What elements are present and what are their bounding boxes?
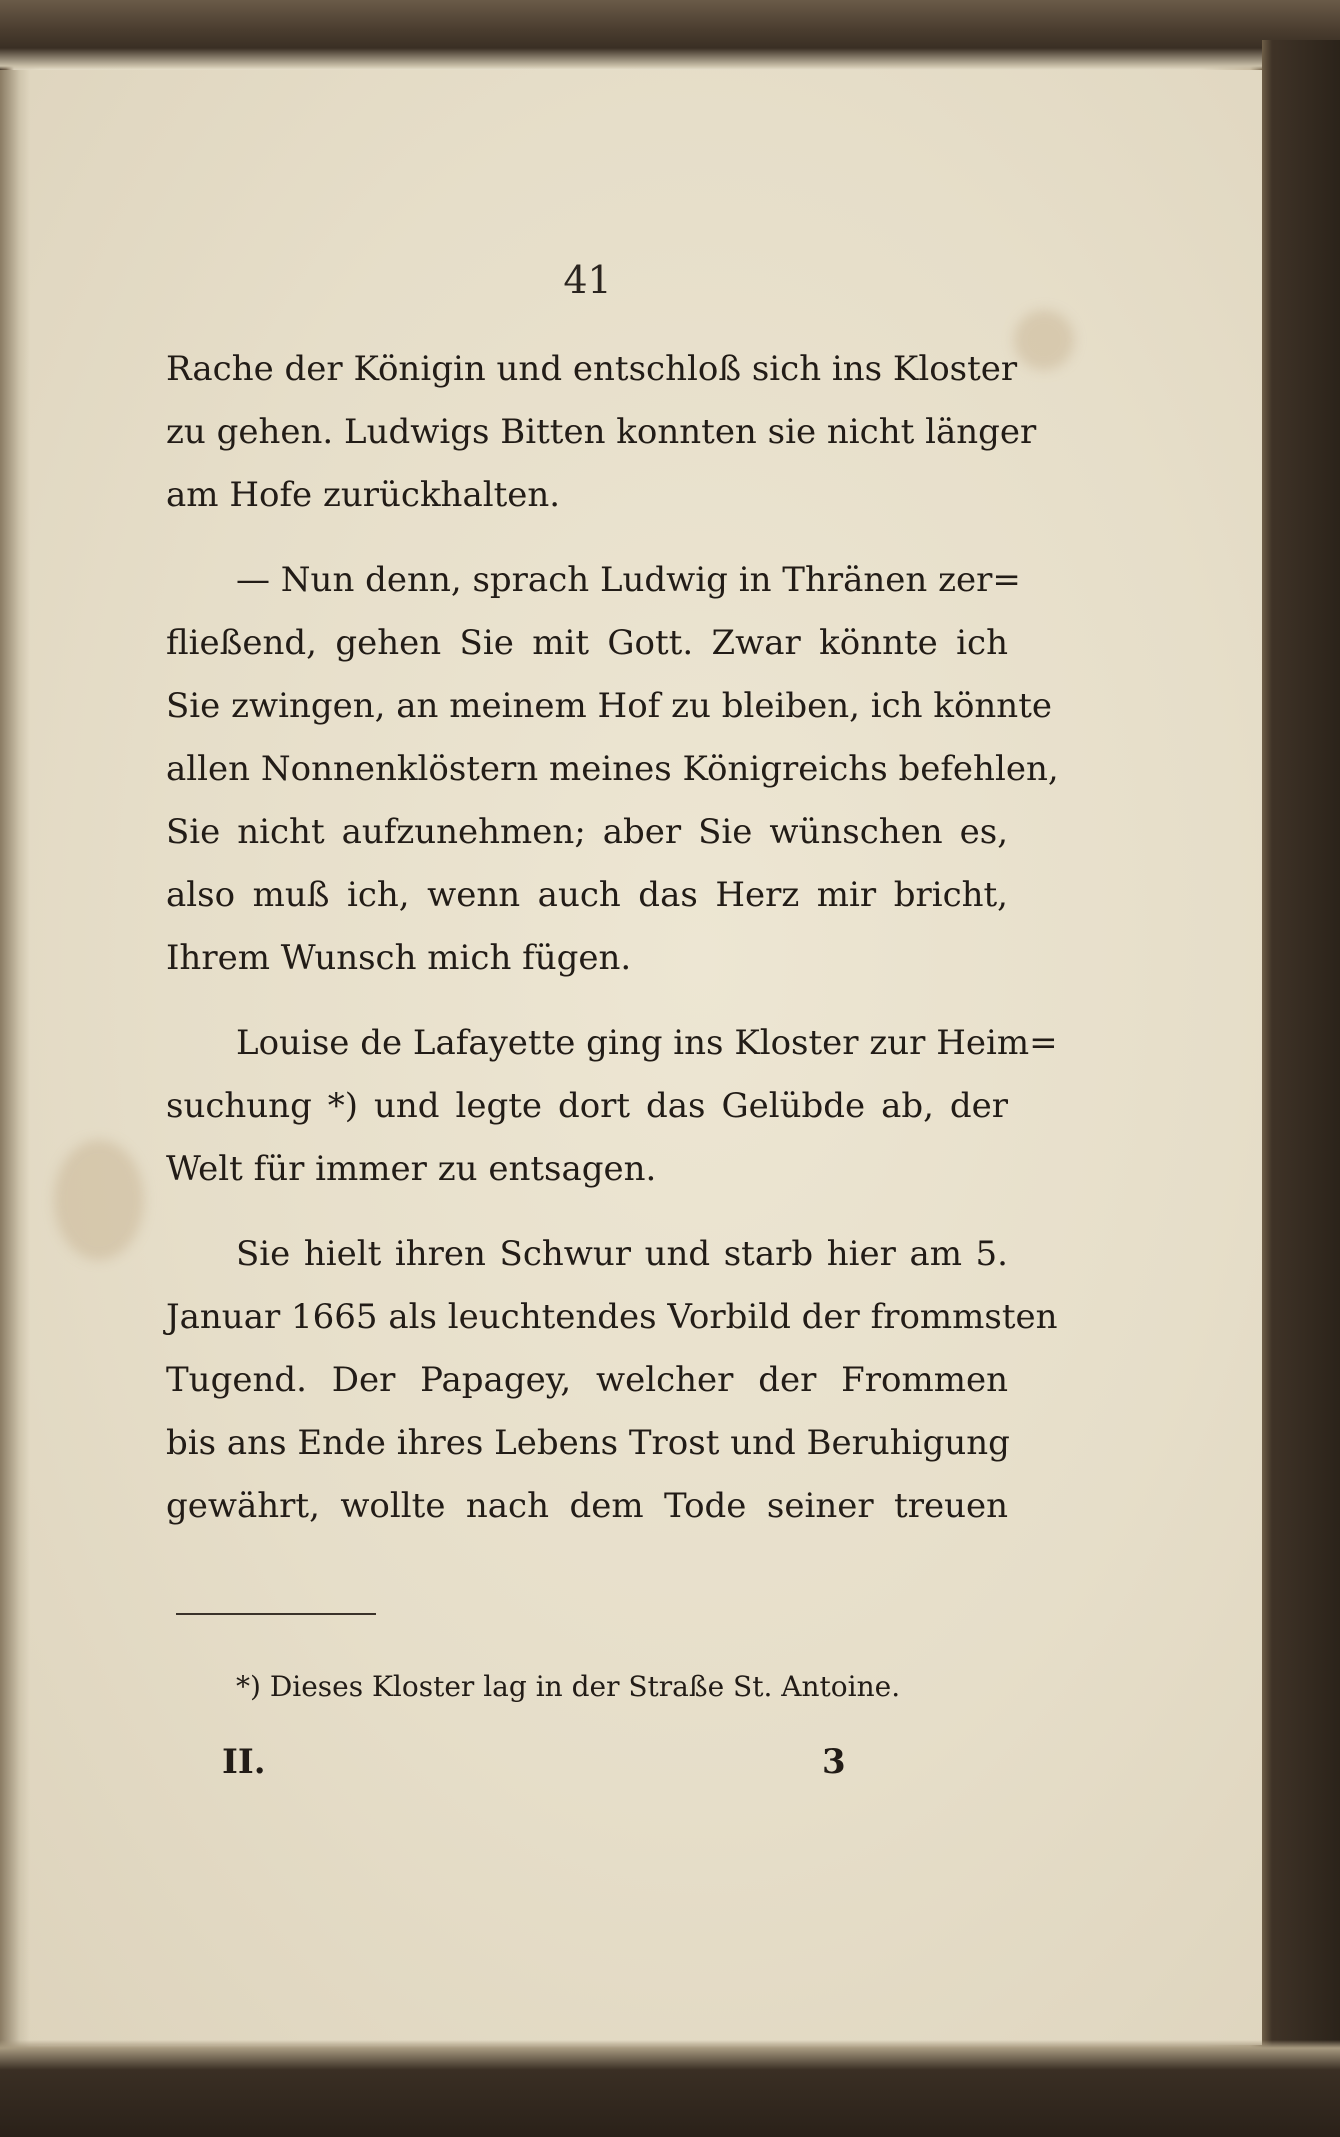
paragraph (166, 1012, 1058, 1201)
text-line: Sie hielt ihren Schwur und starb hier am 5. (236, 1234, 1008, 1274)
text-line: also muß ich, wenn auch das Herz mir bricht, (166, 875, 1008, 915)
top-edge (0, 0, 1340, 70)
paper-stain (1014, 310, 1074, 370)
text-line: suchung *) und legte dort das Gelübde ab, der (166, 1086, 1008, 1126)
text-line: gewährt, wollte nach dem Tode seiner treuen (166, 1486, 1008, 1526)
right-edge (1262, 40, 1340, 2100)
page-number: 41 (563, 258, 612, 302)
text-line: — Nun denn, sprach Ludwig in Thränen zer= (236, 560, 1021, 600)
binding-fold (0, 70, 30, 2070)
text-line: bis ans Ende ihres Lebens Trost und Beruhigung (166, 1423, 1010, 1463)
signature-number: 3 (822, 1742, 846, 1782)
paragraph (166, 1223, 1058, 1538)
footnote-rule (176, 1613, 376, 1615)
text-line: Rache der Königin und entschloß sich ins Kloster (166, 349, 1018, 389)
text-line: Louise de Lafayette ging ins Kloster zur Heim= (236, 1023, 1058, 1063)
text-line: Welt für immer zu entsagen. (166, 1149, 657, 1189)
text-line: zu gehen. Ludwigs Bitten konnten sie nicht länger (166, 412, 1037, 452)
text-line: fließend, gehen Sie mit Gott. Zwar könnte ich (166, 623, 1008, 663)
paragraph (166, 549, 1059, 990)
text-line: Sie zwingen, an meinem Hof zu bleiben, ich könnte (166, 686, 1052, 726)
text-line: Sie nicht aufzunehmen; aber Sie wünschen es, (166, 812, 1008, 852)
footnote: *) Dieses Kloster lag in der Straße St. Antoine. (236, 1670, 901, 1703)
body-text (166, 338, 1059, 1538)
paragraph (166, 338, 1037, 527)
text-line: Ihrem Wunsch mich fügen. (166, 938, 632, 978)
bottom-edge (0, 2040, 1340, 2137)
text-line: Tugend. Der Papagey, welcher der Frommen (166, 1360, 1008, 1400)
text-line: Januar 1665 als leuchtendes Vorbild der frommsten (166, 1297, 1058, 1337)
signature-mark: II. (222, 1742, 266, 1782)
text-line: am Hofe zurückhalten. (166, 475, 561, 515)
paper-stain (54, 1140, 144, 1260)
text-line: allen Nonnenklöstern meines Königreichs befehlen, (166, 749, 1059, 789)
